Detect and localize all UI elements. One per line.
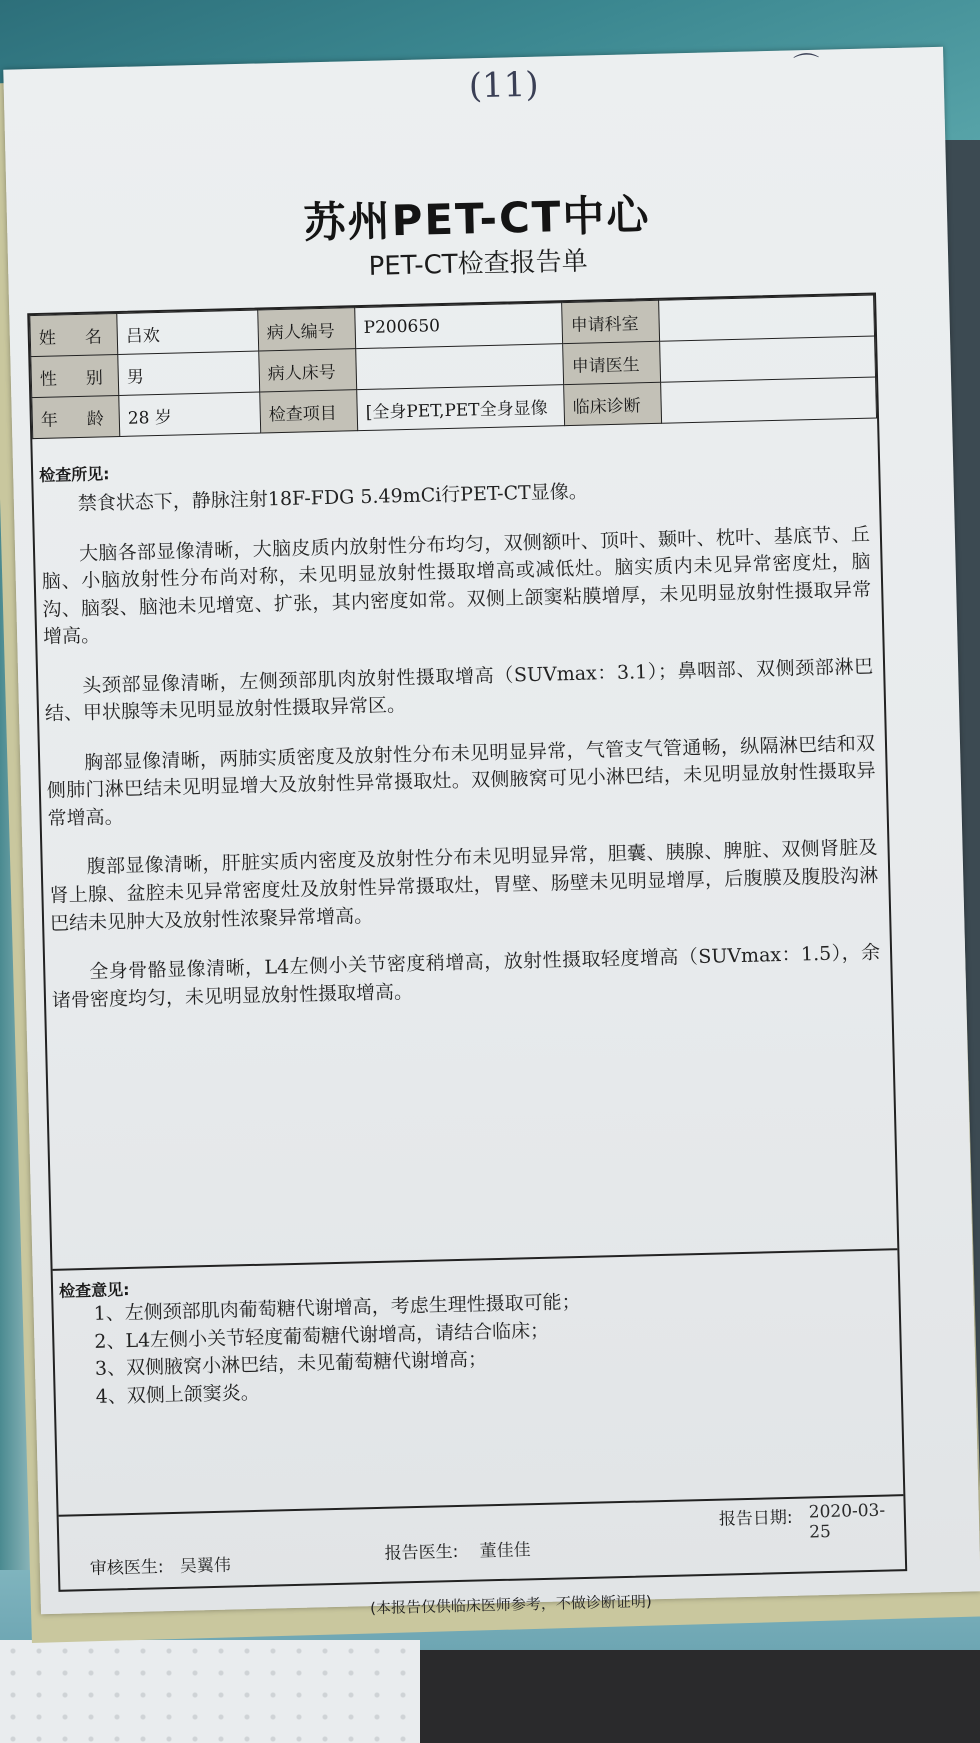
reporter-label: 报告医生: <box>384 1542 459 1564</box>
conclusion-item: 3、双侧腋窝小淋巴结，未见葡萄糖代谢增高； <box>94 1348 488 1380</box>
conclusion-item: 1、左侧颈部肌肉葡萄糖代谢增高，考虑生理性摄取可能； <box>93 1290 581 1325</box>
patient-name: 吕欢 <box>117 310 259 354</box>
report-date-label: 报告日期: <box>718 1507 793 1530</box>
dept-label: 申请科室 <box>562 300 660 343</box>
doctor-label: 申请医生 <box>563 341 661 384</box>
reviewer-label: 审核医生: <box>89 1557 164 1580</box>
report-date: 2020-03-25 <box>808 1500 886 1543</box>
age-label: 年 龄 <box>32 395 120 438</box>
patient-gender: 男 <box>118 351 260 395</box>
report-title: PET-CT检查报告单 <box>368 246 589 282</box>
patient-id-label: 病人编号 <box>258 308 356 351</box>
conclusion-item: 4、双侧上颌窦炎。 <box>95 1381 261 1408</box>
handwritten-mark: (11) <box>468 64 540 107</box>
patient-age: 28 岁 <box>119 392 261 436</box>
background-dark-corner <box>420 1650 980 1743</box>
exam-value: [全身PET,PET全身显像 <box>357 385 565 431</box>
bed-label: 病人床号 <box>259 349 357 392</box>
name-label: 姓 名 <box>30 314 118 357</box>
findings-paragraph: 大脑各部显像清晰，大脑皮质内放射性分布均匀，双侧额叶、顶叶、颞叶、枕叶、基底节、丘脑、小脑放射性分布尚对称，未见明显放射性摄取增高或减低灶。脑实质内未见异常密度灶，脑沟、脑裂、脑池未见增宽、扩张，其内密度如常。双侧上颌窦粘膜增厚，未见明显放射性摄取异常增高。 <box>41 523 872 649</box>
findings-paragraph: 胸部显像清晰，两肺实质密度及放射性分布未见明显异常，气管支气管通畅，纵隔淋巴结和双侧肺门淋巴结未见明显增大及放射性异常摄取灶。双侧腋窝可见小淋巴结，未见明显放射性摄取异常增高。 <box>46 732 876 830</box>
dept-value <box>659 295 875 341</box>
findings-section <box>33 438 898 1270</box>
reviewer-name: 吴翼伟 <box>179 1555 232 1577</box>
gender-label: 性 别 <box>31 355 119 398</box>
disclaimer: (本报告仅供临床医师参考，不做诊断证明) <box>369 1592 652 1618</box>
reporter-name: 董佳佳 <box>479 1540 531 1562</box>
handwritten-squiggle: ⌒ <box>793 51 820 83</box>
patient-info-table <box>29 295 877 440</box>
report-paper <box>3 47 980 1618</box>
findings-paragraph: 头颈部显像清晰，左侧颈部肌肉放射性摄取增高（SUVmax：3.1）；鼻咽部、双侧颈部淋巴结、甲状腺等未见明显放射性摄取异常区。 <box>44 655 874 726</box>
report-frame <box>27 292 907 1591</box>
center-name: 苏州PET-CT中心 <box>303 189 652 248</box>
conclusion-section <box>53 1254 903 1505</box>
patient-id: P200650 <box>355 303 563 349</box>
conclusion-item: 2、L4左侧小关节轻度葡萄糖代谢增高，请结合临床； <box>94 1319 550 1353</box>
conclusion-heading: 检查意见: <box>58 1279 130 1301</box>
doctor-value <box>660 336 876 382</box>
findings-paragraph: 全身骨骼显像清晰，L4左侧小关节密度稍增高，放射性摄取轻度增高（SUVmax：1.5），余诸骨密度均匀，未见明显放射性摄取增高。 <box>51 941 881 1012</box>
diag-label: 临床诊断 <box>564 382 662 425</box>
bed-value <box>356 344 564 390</box>
diag-value <box>661 377 877 423</box>
exam-label: 检查项目 <box>260 390 358 433</box>
report-footer <box>59 1494 906 1587</box>
findings-heading: 检查所见: <box>38 464 110 485</box>
findings-paragraph: 腹部显像清晰，肝脏实质内密度及放射性分布未见明显异常，胆囊、胰腺、脾脏、双侧肾脏及肾上腺、盆腔未见异常密度灶及放射性异常摄取灶，胃壁、肠壁未见明显增厚，后腹膜及腹股沟淋巴结未见肿大及放射性浓聚异常增高。 <box>49 837 879 935</box>
background-fabric <box>0 1640 420 1743</box>
findings-paragraph: 禁食状态下，静脉注射18F-FDG 5.49mCi行PET-CT显像。 <box>77 480 589 516</box>
